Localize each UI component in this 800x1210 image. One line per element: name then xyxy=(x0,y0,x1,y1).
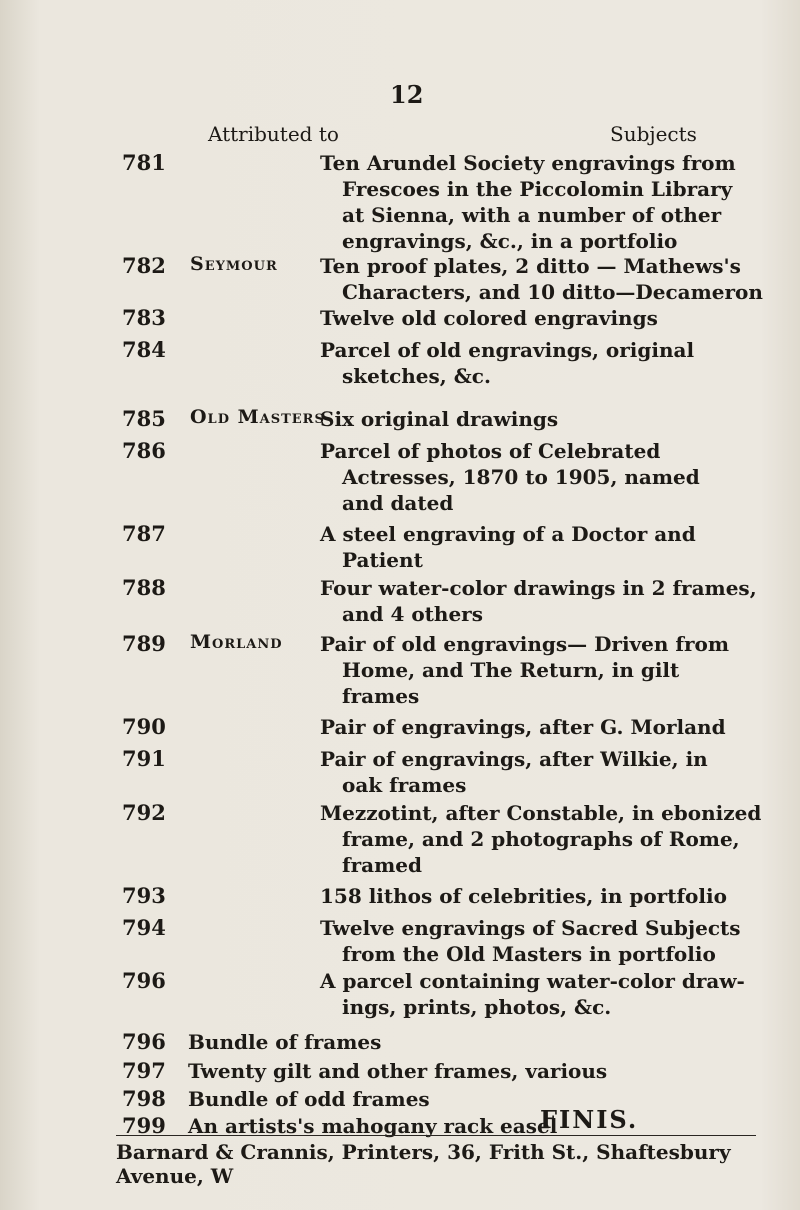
lot-description-line: Twelve engravings of Sacred Subjects xyxy=(320,916,741,940)
lot-description xyxy=(320,438,760,516)
lot-description-line: Pair of old engravings— Driven from xyxy=(320,632,730,656)
lot-number: 790 xyxy=(122,714,166,739)
lot-description-line: Bundle of odd frames xyxy=(188,1087,430,1111)
lot-description xyxy=(320,883,760,909)
lot-number: 784 xyxy=(122,337,166,362)
lot-number: 798 xyxy=(122,1086,166,1111)
lot-description xyxy=(320,305,760,331)
lot-description xyxy=(188,1029,748,1055)
lot-attribution: Seymour xyxy=(190,253,278,275)
lot-description-line: and 4 others xyxy=(342,602,483,626)
lot-description xyxy=(320,800,760,878)
lot-description-line: Pair of engravings, after Wilkie, in xyxy=(320,747,708,771)
lot-description xyxy=(320,915,760,967)
lot-description-line: sketches, &c. xyxy=(342,364,491,388)
lot-description xyxy=(320,521,760,573)
lot-description-line: Parcel of photos of Celebrated xyxy=(320,439,661,463)
lot-number: 796 xyxy=(122,968,166,993)
rule xyxy=(116,1135,756,1136)
lot-number: 788 xyxy=(122,575,166,600)
printer-imprint-text: Barnard & Crannis, Printers, 36, Frith St., Shaftesbury Avenue, W xyxy=(116,1140,731,1188)
lot-description-line: Characters, and 10 ditto—Decameron xyxy=(342,280,763,304)
lot-description-line: Twelve old colored engravings xyxy=(320,306,658,330)
lot-description-line: engravings, &c., in a portfolio xyxy=(342,229,678,253)
lot-description xyxy=(320,253,763,305)
lot-description-line: Actresses, 1870 to 1905, named xyxy=(342,465,700,489)
lot-number: 783 xyxy=(122,305,166,330)
lot-description-line: ings, prints, photos, &c. xyxy=(342,995,612,1019)
lot-description-line: An artists's mahogany rack easel xyxy=(188,1114,558,1138)
lot-description xyxy=(188,1086,748,1112)
lot-description-line: at Sienna, with a number of other xyxy=(342,203,722,227)
lot-description-line: Pair of engravings, after G. Morland xyxy=(320,715,726,739)
column-header-subjects: Subjects xyxy=(610,122,697,146)
lot-description xyxy=(320,968,760,1020)
lot-description-line: oak frames xyxy=(342,773,467,797)
lot-number: 797 xyxy=(122,1058,166,1083)
lot-attribution: Old Masters xyxy=(190,406,325,428)
lot-description-line: frame, and 2 photographs of Rome, xyxy=(342,827,740,851)
lot-description xyxy=(320,150,760,254)
lot-description-line: Six original drawings xyxy=(320,407,559,431)
lot-number: 781 xyxy=(122,150,166,175)
lot-description xyxy=(320,631,760,709)
lot-number: 793 xyxy=(122,883,166,908)
lot-description-line: Mezzotint, after Constable, in ebonized xyxy=(320,801,762,825)
lot-description xyxy=(320,406,760,432)
lot-description-line: Parcel of old engravings, original xyxy=(320,338,695,362)
lot-description-line: framed xyxy=(342,853,422,877)
lot-description xyxy=(320,337,760,389)
lot-description-line: Ten proof plates, 2 ditto — Mathews's xyxy=(320,254,741,278)
lot-number: 786 xyxy=(122,438,166,463)
lot-attribution: Morland xyxy=(190,631,283,653)
lot-number: 789 xyxy=(122,631,166,656)
lot-description xyxy=(320,714,760,740)
lot-description-line: frames xyxy=(342,684,420,708)
printer-imprint xyxy=(116,1135,776,1188)
lot-number: 787 xyxy=(122,521,166,546)
lot-description-line: Home, and The Return, in gilt xyxy=(342,658,680,682)
lot-number: 799 xyxy=(122,1113,166,1138)
lot-number: 785 xyxy=(122,406,166,431)
lot-description-line: Patient xyxy=(342,548,423,572)
lot-number: 794 xyxy=(122,915,166,940)
page-number: 12 xyxy=(390,80,424,109)
lot-description-line: 158 lithos of celebrities, in portfolio xyxy=(320,884,727,908)
lot-description-line: A steel engraving of a Doctor and xyxy=(320,522,696,546)
finis: FINIS. xyxy=(540,1105,639,1134)
lot-number: 796 xyxy=(122,1029,166,1054)
lot-description-line: and dated xyxy=(342,491,454,515)
lot-description-line: Bundle of frames xyxy=(188,1030,382,1054)
lot-description-line: Frescoes in the Piccolomin Library xyxy=(342,177,733,201)
lot-description-line: Twenty gilt and other frames, various xyxy=(188,1059,608,1083)
lot-description-line: Four water-color drawings in 2 frames, xyxy=(320,576,757,600)
lot-number: 791 xyxy=(122,746,166,771)
lot-description xyxy=(188,1058,748,1084)
lot-description-line: from the Old Masters in portfolio xyxy=(342,942,716,966)
lot-description xyxy=(320,746,760,798)
lot-number: 782 xyxy=(122,253,166,278)
lot-description-line: Ten Arundel Society engravings from xyxy=(320,151,736,175)
lot-number: 792 xyxy=(122,800,166,825)
lot-description xyxy=(320,575,760,627)
lot-description-line: A parcel containing water-color draw- xyxy=(320,969,745,993)
column-header-attributed: Attributed to xyxy=(208,122,339,146)
